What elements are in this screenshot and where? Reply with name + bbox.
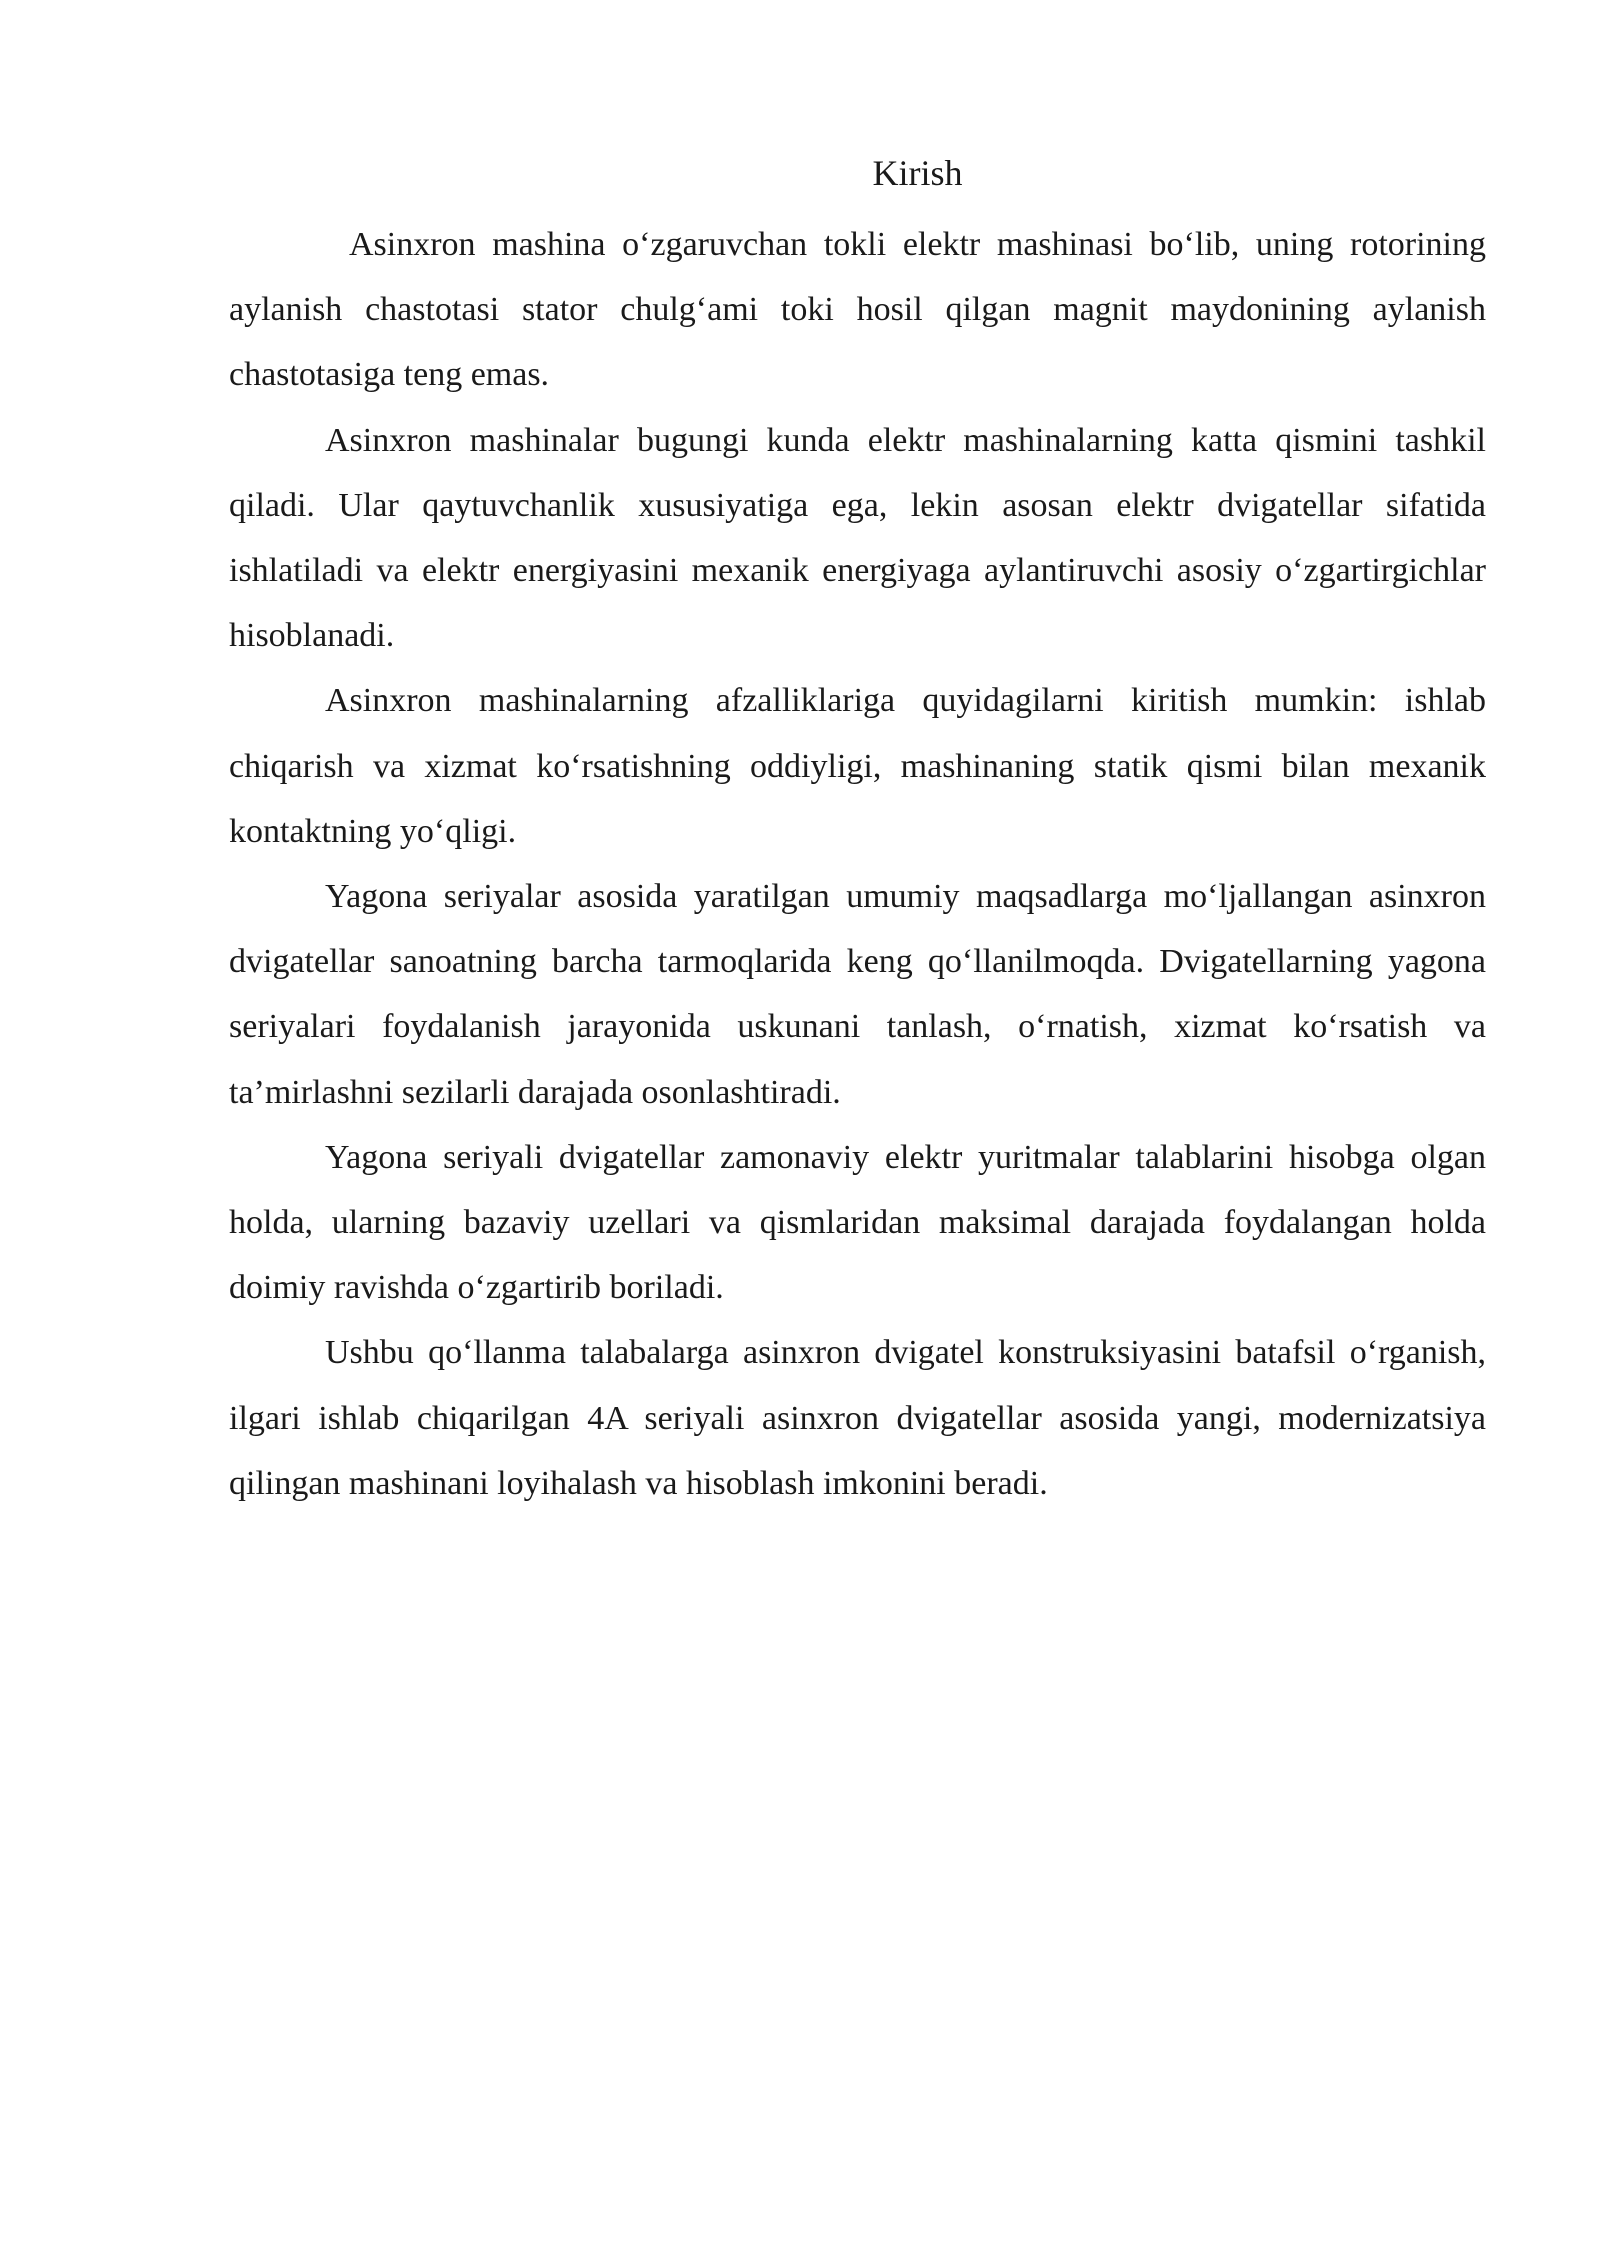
- paragraph-4: Yagona seriyalar asosida yaratilgan umumiy maqsadlarga mo‘ljallangan asinxron dvigatellar sanoatning barcha tarmoqlarida keng qo‘llanilmoqda. Dvigatellarning yagona seriyalari foydalanish jarayonida uskunani tanlash, o‘rnatish, xizmat ko‘rsatish va ta’mirlashni sezilarli darajada osonlashtiradi.: [229, 878, 1486, 1111]
- paragraph-2: Asinxron mashinalar bugungi kunda elektr mashinalarning katta qismini tashkil qiladi. Ular qaytuvchanlik xususiyatiga ega, lekin asosan elektr dvigatellar sifatida ishlatiladi va elektr energiyasini mexanik energiyaga aylantiruvchi asosiy o‘zgartirgichlar hisoblanadi.: [229, 421, 1486, 655]
- document-body: [229, 148, 1486, 1516]
- paragraph-6: Ushbu qo‘llanma talabalarga asinxron dvigatel konstruksiyasini batafsil o‘rganish, ilgari ishlab chiqarilgan 4A seriyali asinxron dvigatellar asosida yangi, modernizatsiya qilingan mashinani loyihalash va hisoblash imkonini beradi.: [229, 1334, 1486, 1502]
- paragraph-1: Asinxron mashina o‘zgaruvchan tokli elektr mashinasi bo‘lib, uning rotorining aylanish chastotasi stator chulg‘ami toki hosil qilgan magnit maydonining aylanish chastotasiga teng emas.: [229, 226, 1486, 394]
- paragraph-5: Yagona seriyali dvigatellar zamonaviy elektr yuritmalar talablarini hisobga olgan holda, ularning bazaviy uzellari va qismlaridan maksimal darajada foydalangan holda doimiy ravishda o‘zgartirib boriladi.: [229, 1138, 1486, 1307]
- paragraph-3: Asinxron mashinalarning afzalliklariga quyidagilarni kiritish mumkin: ishlab chiqarish va xizmat ko‘rsatishning oddiyligi, mashinaning statik qismi bilan mexanik kontaktning yo‘qligi.: [229, 682, 1486, 850]
- page-title: Kirish: [872, 153, 963, 193]
